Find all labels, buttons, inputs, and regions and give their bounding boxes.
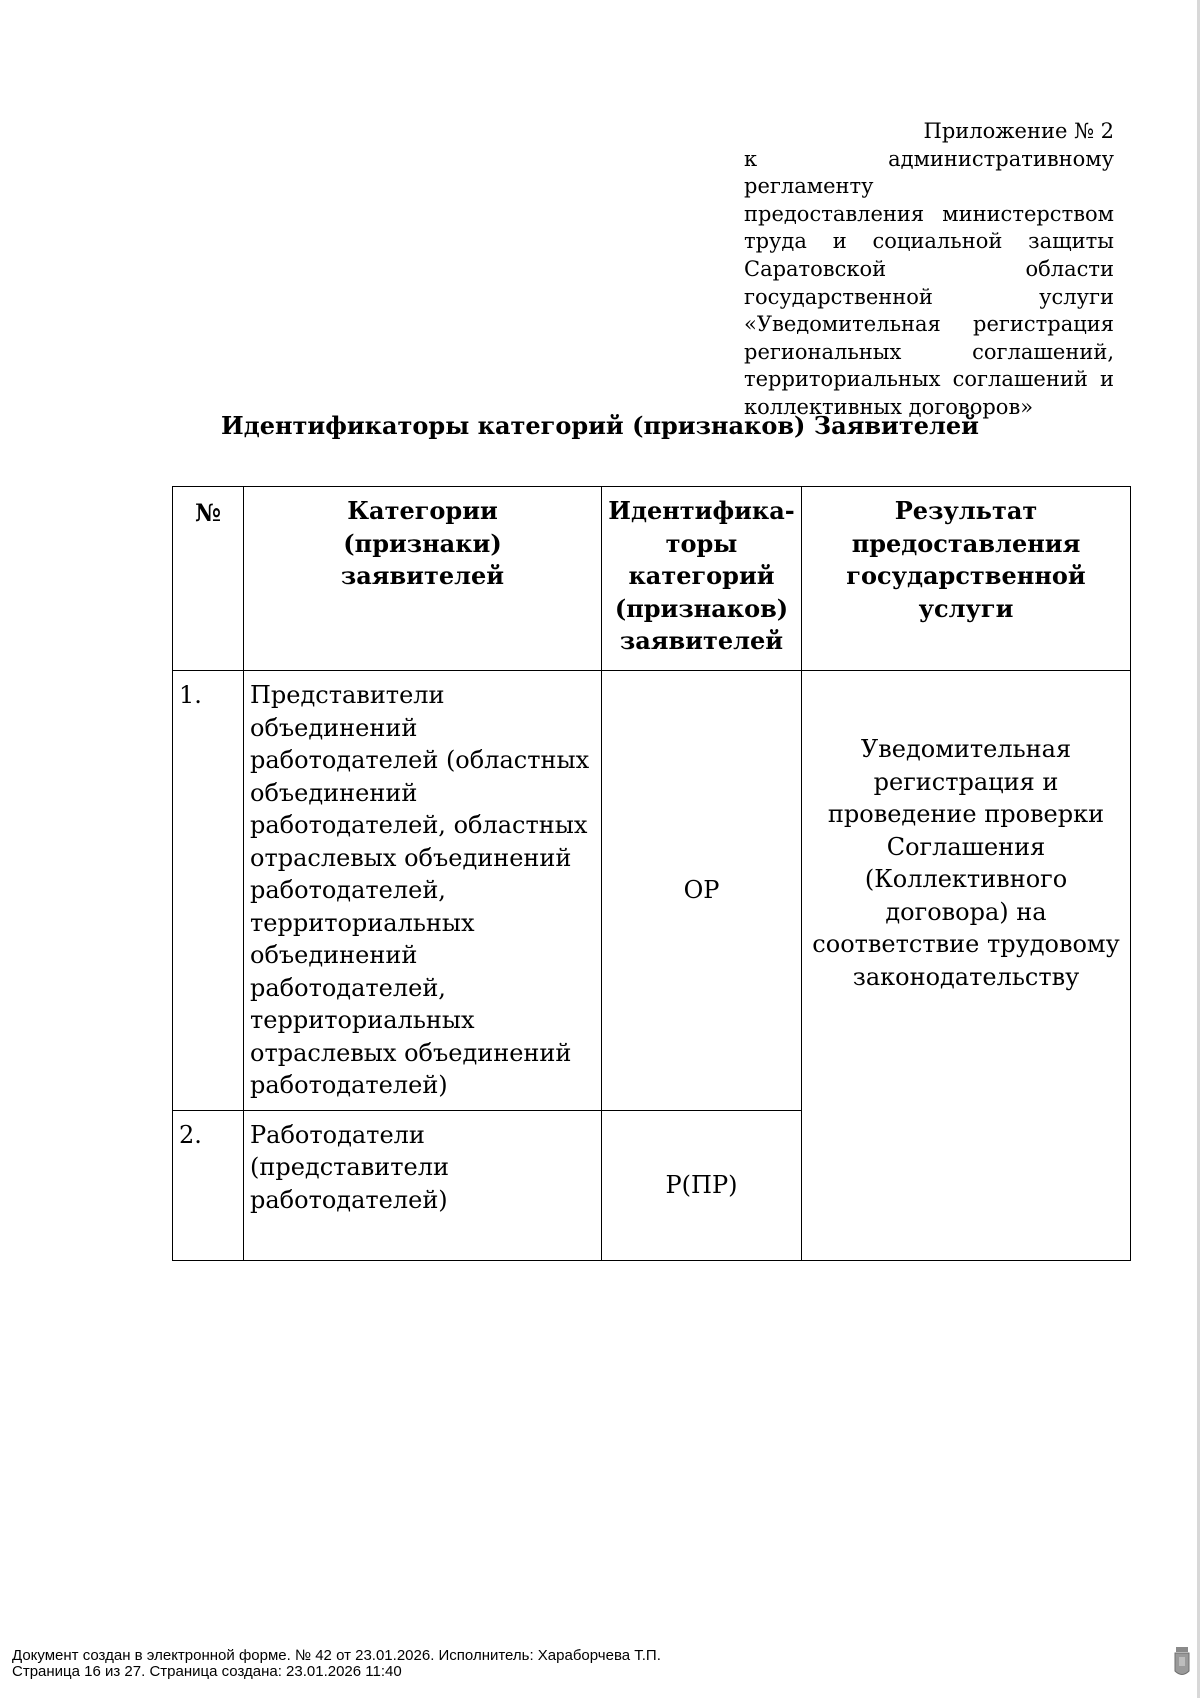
table-row xyxy=(173,671,1131,1111)
appendix-line: коллективных договоров» xyxy=(744,394,1034,419)
row-identifier: Р(ПР) xyxy=(602,1110,802,1260)
appendix-line: региональных соглашений, xyxy=(744,339,1114,364)
header-result: Результат предоставления государственной услуги xyxy=(802,487,1131,671)
document-title: Идентификаторы категорий (признаков) Заявителей xyxy=(221,411,979,440)
appendix-line: предоставления министерством xyxy=(744,201,1114,226)
row-category: Работодатели (представители работодателей) xyxy=(244,1110,602,1260)
appendix-line: «Уведомительная регистрация xyxy=(744,312,1114,337)
footer-line-2: Страница 16 из 27. Страница создана: 23.01.2026 11:40 xyxy=(12,1663,402,1680)
row-result: Уведомительная регистрация и проведение проверки Соглашения (Коллективного договора) на соответствие трудовому законодательству xyxy=(802,671,1131,1261)
row-num: 2. xyxy=(173,1110,244,1260)
document-title-wrap xyxy=(0,410,1200,442)
table-header-row xyxy=(173,487,1131,671)
row-category: Представители объединений работодателей (областных объединений работодателей, областных отраслевых объединений работодателей, территориальных объединений работодателей, территориальных отраслевых объединений работодателей) xyxy=(244,671,602,1111)
appendix-header xyxy=(744,118,1114,422)
appendix-line: Саратовской области xyxy=(744,256,1114,281)
appendix-line: к административному регламенту xyxy=(744,146,1114,199)
appendix-number: Приложение № 2 xyxy=(923,119,1114,143)
row-num: 1. xyxy=(173,671,244,1111)
header-category: Категории (признаки) заявителей xyxy=(244,487,602,671)
document-footer xyxy=(12,1648,1162,1680)
header-num: № xyxy=(173,487,244,671)
appendix-line: труда и социальной защиты xyxy=(744,229,1114,254)
header-identifier: Идентифика-торы категорий (признаков) заявителей xyxy=(602,487,802,671)
appendix-line: территориальных соглашений и xyxy=(744,367,1114,392)
footer-line-1: Документ создан в электронной форме. № 42 от 23.01.2026. Исполнитель: Хараборчева Т.П. xyxy=(12,1647,661,1664)
appendix-line: государственной услуги xyxy=(744,284,1114,309)
coat-of-arms-icon xyxy=(1173,1645,1191,1679)
identifiers-table xyxy=(172,486,1131,1261)
appendix-description xyxy=(744,146,1114,422)
row-identifier: ОР xyxy=(602,671,802,1111)
